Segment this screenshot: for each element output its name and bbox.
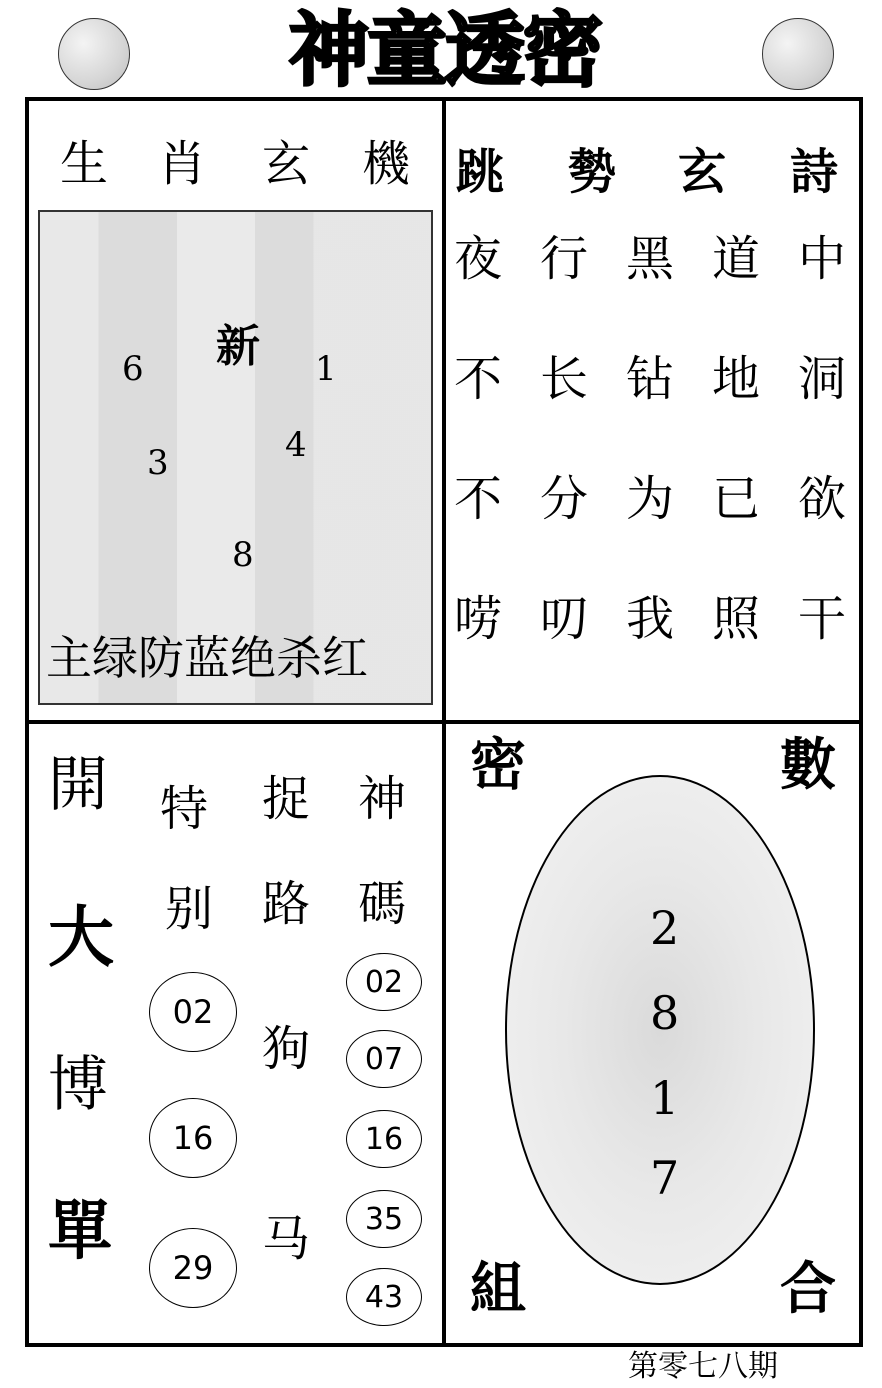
special-number-circle: 02 [149, 972, 237, 1052]
secret-digit: 7 [650, 1151, 680, 1205]
poem-char: 不 [453, 471, 502, 527]
poem-char: 已 [711, 471, 760, 527]
poem-char: 不 [453, 351, 502, 407]
issue-number: 第零七八期 [628, 1349, 778, 1384]
poem-char: 中 [797, 231, 846, 287]
animal-char: 狗 [262, 1021, 311, 1077]
poem-heading-char: 跳 [455, 144, 504, 200]
col3-header-char: 神 [358, 771, 407, 827]
col2-header-char: 捉 [262, 771, 311, 827]
zodiac-heading-char: 玄 [262, 136, 311, 192]
col1-header-char: 别 [165, 881, 214, 937]
poem-heading-char: 勢 [567, 144, 616, 200]
corner-char-top-right: 數 [780, 733, 836, 798]
magic-number-circle: 02 [346, 953, 422, 1011]
zodiac-number: 8 [232, 535, 254, 575]
poem-char: 我 [625, 591, 674, 647]
animal-char: 马 [262, 1211, 311, 1267]
magic-number-circle: 16 [346, 1110, 422, 1168]
right-ball-icon [762, 18, 834, 90]
special-number-circle: 16 [149, 1098, 237, 1178]
poem-char: 干 [797, 591, 846, 647]
poem-char: 分 [539, 471, 588, 527]
poem-char: 夜 [453, 231, 502, 287]
zodiac-number: 4 [285, 425, 307, 465]
zodiac-number: 6 [122, 349, 144, 389]
poem-char: 行 [539, 231, 588, 287]
new-marker: 新 [216, 321, 260, 372]
magic-number-circle: 35 [346, 1190, 422, 1248]
poem-char: 长 [539, 351, 588, 407]
secret-digit: 8 [650, 986, 680, 1040]
poem-char: 地 [711, 351, 760, 407]
secret-digit: 2 [650, 901, 680, 955]
col2-header-char: 路 [262, 876, 311, 932]
poem-heading-char: 玄 [677, 144, 726, 200]
zodiac-number: 3 [147, 443, 169, 483]
zodiac-footer-text: 主绿防蓝绝杀红 [46, 631, 368, 685]
poem-char: 叨 [539, 591, 588, 647]
col3-header-char: 碼 [358, 876, 407, 932]
page-title: 神童透密 [289, 4, 601, 97]
poem-heading-char: 詩 [789, 144, 838, 200]
zodiac-number: 1 [315, 349, 337, 389]
vertical-title-char: 單 [48, 1195, 112, 1269]
corner-char-bottom-right: 合 [780, 1257, 836, 1322]
zodiac-heading-char: 生 [60, 136, 109, 192]
magic-number-circle: 43 [346, 1268, 422, 1326]
zodiac-heading-char: 肖 [158, 136, 207, 192]
magic-number-circle: 07 [346, 1030, 422, 1088]
poem-char: 钻 [625, 351, 674, 407]
poem-char: 唠 [453, 591, 502, 647]
poem-char: 洞 [797, 351, 846, 407]
poem-char: 黑 [625, 231, 674, 287]
col1-header-char: 特 [160, 781, 209, 837]
secret-digit: 1 [650, 1071, 680, 1125]
special-number-circle: 29 [149, 1228, 237, 1308]
vertical-title-char: 大 [48, 899, 114, 976]
poem-char: 欲 [797, 471, 846, 527]
poem-char: 照 [711, 591, 760, 647]
corner-char-bottom-left: 組 [470, 1257, 526, 1322]
corner-char-top-left: 密 [470, 733, 526, 798]
horizontal-divider [25, 720, 863, 724]
left-ball-icon [58, 18, 130, 90]
poem-char: 道 [711, 231, 760, 287]
vertical-title-char: 開 [48, 750, 108, 820]
vertical-title-char: 博 [48, 1050, 108, 1120]
poem-char: 为 [625, 471, 674, 527]
zodiac-heading-char: 機 [362, 136, 411, 192]
